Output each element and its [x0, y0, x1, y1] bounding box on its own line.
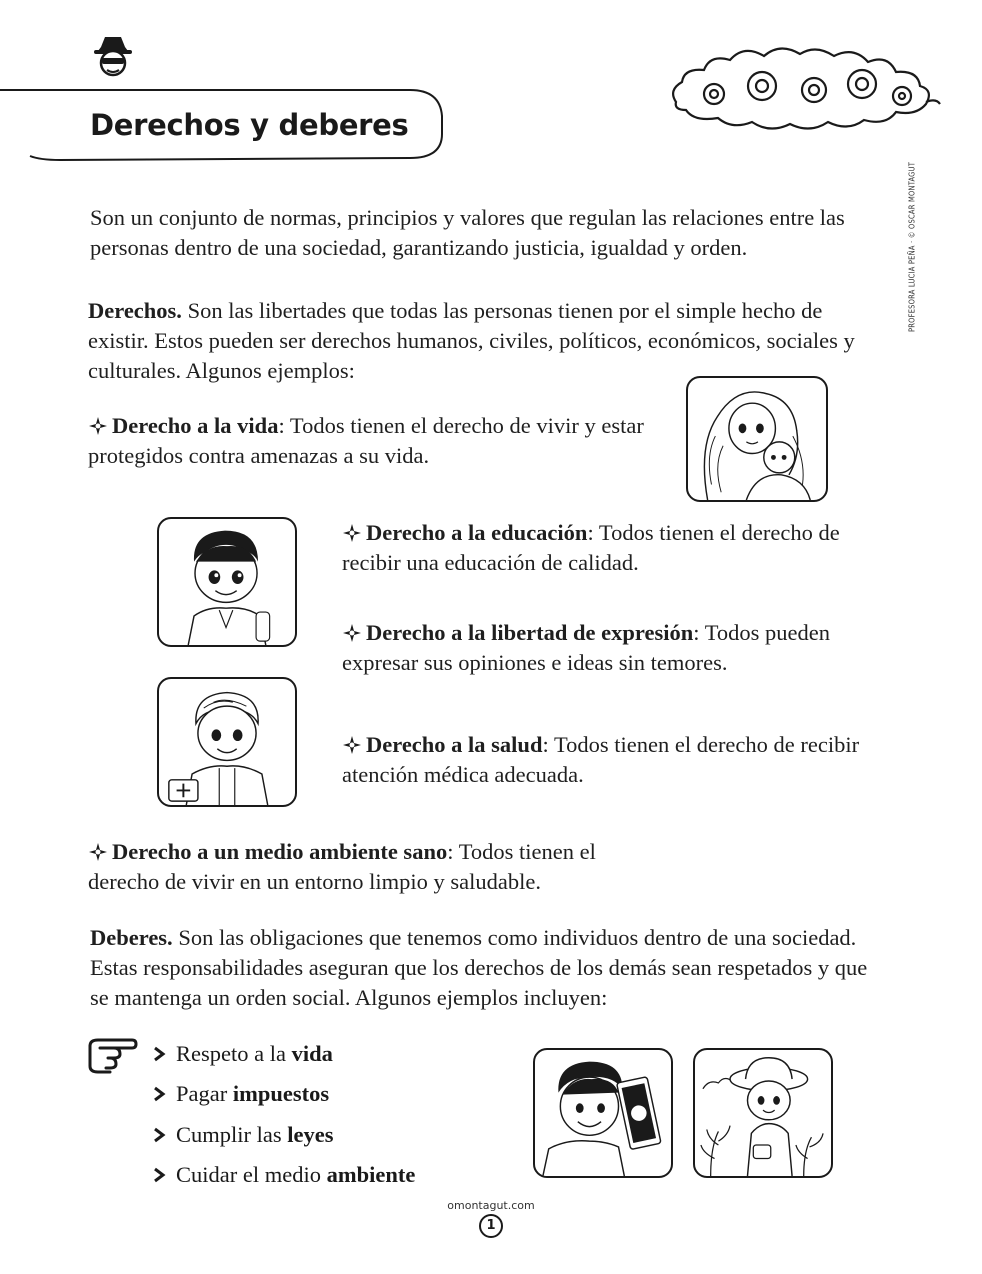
- right-item-health: Derecho a la salud: Todos tienen el derecho de recibir atención médica adecuada.: [342, 732, 860, 787]
- rights-heading: Derechos.: [88, 298, 182, 323]
- sparkle-bullet-icon: [88, 842, 108, 862]
- chevron-right-icon: [152, 1086, 166, 1102]
- sparkle-bullet-icon: [342, 623, 362, 643]
- page-title: Derechos y deberes: [90, 108, 409, 142]
- right-item-life: Derecho a la vida: Todos tienen el derecho de vivir y estar protegidos contra amenazas a su vida.: [88, 413, 644, 468]
- right-item-environment: Derecho a un medio ambiente sano: Todos tienen el derecho de vivir en un entorno limpio y saludable.: [88, 839, 596, 894]
- sparkle-bullet-icon: [342, 735, 362, 755]
- man-money-illustration: [533, 1048, 673, 1178]
- cloud-ornament-icon: [664, 40, 942, 138]
- gardener-kid-illustration: [693, 1048, 833, 1178]
- rights-text: Son las libertades que todas las personas tienen por el simple hecho de existir. Estos pueden ser derechos humanos, civiles, políticos, económicos, sociales y culturales. Algunos ejemplos:: [88, 298, 855, 383]
- page-number: 1: [479, 1214, 503, 1238]
- duty-item: Cuidar el medio ambiente: [152, 1160, 415, 1190]
- duty-item: Pagar impuestos: [152, 1079, 329, 1109]
- intro-paragraph: Son un conjunto de normas, principios y valores que regulan las relaciones entre las personas dentro de una sociedad, garantizando justicia, igualdad y orden.: [90, 205, 845, 260]
- chevron-right-icon: [152, 1046, 166, 1062]
- rights-paragraph: [88, 296, 888, 386]
- duty-item: Cumplir las leyes: [152, 1120, 333, 1150]
- sparkle-bullet-icon: [88, 416, 108, 436]
- duties-paragraph: [90, 923, 890, 1013]
- detective-icon: [90, 33, 136, 79]
- chevron-right-icon: [152, 1167, 166, 1183]
- duties-heading: Deberes.: [90, 925, 173, 950]
- mother-baby-illustration: [686, 376, 828, 502]
- right-item-education: Derecho a la educación: Todos tienen el derecho de recibir una educación de calidad.: [342, 520, 840, 575]
- chevron-right-icon: [152, 1127, 166, 1143]
- right-item-expression: Derecho a la libertad de expresión: Todos pueden expresar sus opiniones e ideas sin temores.: [342, 620, 831, 675]
- vertical-credit: PROFESORA LUCIA PEÑA · © OSCAR MONTAGUT: [907, 161, 917, 333]
- footer-website: omontagut.com: [447, 1199, 535, 1212]
- sparkle-bullet-icon: [342, 523, 362, 543]
- duty-item: Respeto a la vida: [152, 1039, 333, 1069]
- duties-text: Son las obligaciones que tenemos como individuos dentro de una sociedad. Estas responsabilidades aseguran que los derechos de los demás sean respetados y que se mantenga un orden social. Algunos ejemplos incluyen:: [90, 925, 868, 1010]
- pointing-hand-icon: [86, 1036, 138, 1076]
- doctor-illustration: [157, 677, 297, 807]
- student-boy-illustration: [157, 517, 297, 647]
